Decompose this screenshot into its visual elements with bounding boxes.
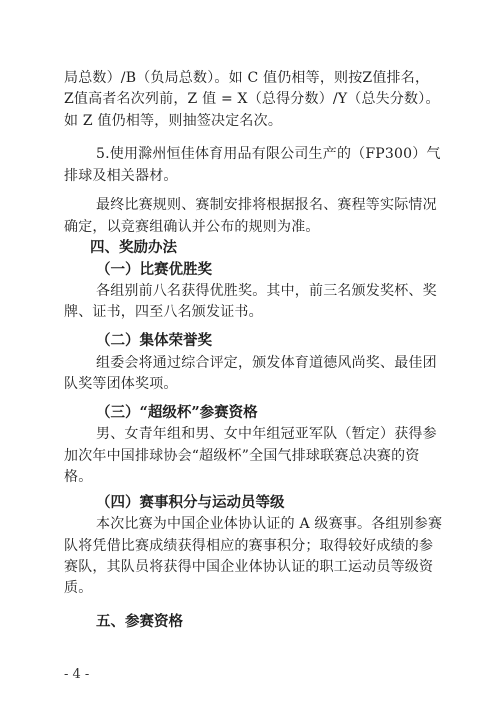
paragraph-line: 各组别前八名获得优胜奖。其中，前三名颁发奖杯、奖 xyxy=(96,283,437,299)
section-heading: 五、参赛资格 xyxy=(96,614,183,630)
page-number: - 4 - xyxy=(64,667,90,682)
paragraph-line: Z值高者名次列前，Z 值 = X（总得分数）/Y（总失分数）。 xyxy=(64,91,440,107)
paragraph-line: 组委会将通过综合评定，颁发体育道德风尚奖、最佳团 xyxy=(96,355,437,371)
paragraph-line: 质。 xyxy=(64,580,93,596)
paragraph-line: 如 Z 值仍相等，则抽签决定名次。 xyxy=(64,113,283,129)
section-heading: 四、奖励办法 xyxy=(90,240,177,256)
paragraph-line: 加次年中国排球协会“超级杯”全国气排球联赛总决赛的资 xyxy=(64,448,420,464)
paragraph-line: 确定，以竞赛组确认并公布的规则为准。 xyxy=(64,219,320,235)
paragraph-line: 最终比赛规则、赛制安排将根据报名、赛程等实际情况 xyxy=(96,197,437,213)
paragraph-line: 格。 xyxy=(64,469,93,485)
paragraph-line: 局总数）/B（负局总数）。如 C 值仍相等，则按Z值排名， xyxy=(64,70,430,86)
subsection-heading: （三）“超级杯”参赛资格 xyxy=(96,404,258,421)
paragraph-line: 牌、证书，四至八名颁发证书。 xyxy=(64,304,263,320)
subsection-heading: （四）赛事积分与运动员等级 xyxy=(96,494,285,511)
paragraph-line: 男、女青年组和男、女中年组冠亚军队（暂定）获得参 xyxy=(96,426,437,442)
paragraph-line: 队将凭借比赛成绩获得相应的赛事积分；取得较好成绩的参 xyxy=(64,538,434,554)
paragraph-line: 5.使用滁州恒佳体育用品有限公司生产的（FP300）气 xyxy=(96,146,441,162)
paragraph-line: 本次比赛为中国企业体协认证的 A 级赛事。各组别参赛 xyxy=(96,516,443,532)
paragraph-line: 排球及相关器材。 xyxy=(64,168,178,184)
subsection-heading: （二）集体荣誉奖 xyxy=(96,332,212,349)
subsection-heading: （一）比赛优胜奖 xyxy=(96,261,212,278)
paragraph-line: 赛队，其队员将获得中国企业体协认证的职工运动员等级资 xyxy=(64,559,434,575)
paragraph-line: 队奖等团体奖项。 xyxy=(64,376,178,392)
